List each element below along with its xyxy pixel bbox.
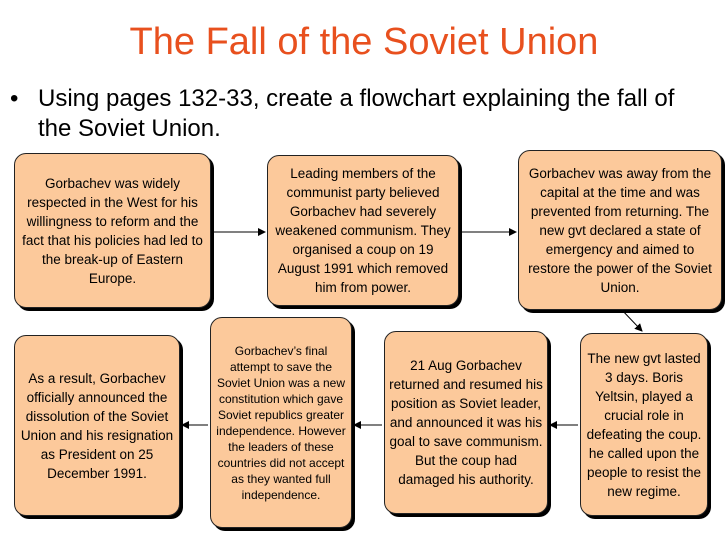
- flow-box-5: 21 Aug Gorbachev returned and resumed his position as Soviet leader, and announced it was his goal to save communism. But the coup had damaged his authority.: [384, 331, 548, 514]
- flow-box-4: The new gvt lasted 3 days. Boris Yeltsin, played a crucial role in defeating the coup. he called upon the people to resist the new regime.: [580, 333, 708, 516]
- flow-box-7: As a result, Gorbachev officially announced the dissolution of the Soviet Union and his resignation as President on 25 December 1991.: [14, 335, 180, 516]
- flow-box-1: Gorbachev was widely respected in the West for his willingness to reform and the fact that his policies had led to the break-up of Eastern Europe.: [14, 153, 211, 308]
- instruction-text: Using pages 132-33, create a flowchart explaining the fall of the Soviet Union.: [38, 85, 675, 142]
- flow-box-6: Gorbachev’s final attempt to save the Soviet Union was a new constitution which gave Soviet republics greater independence. However the leaders of these countries did not accept as they wanted full independence.: [210, 317, 352, 528]
- bullet-icon: •: [10, 85, 19, 112]
- arrow-3-to-4: [620, 308, 642, 331]
- flow-box-3: Gorbachev was away from the capital at the time and was prevented from returning. The new gvt declared a state of emergency and aimed to restore the power of the Soviet Union.: [518, 150, 722, 310]
- flow-box-2: Leading members of the communist party believed Gorbachev had severely weakened communism. They organised a coup on 19 August 1991 which removed him from power.: [267, 155, 459, 306]
- page-title: The Fall of the Soviet Union: [129, 21, 599, 63]
